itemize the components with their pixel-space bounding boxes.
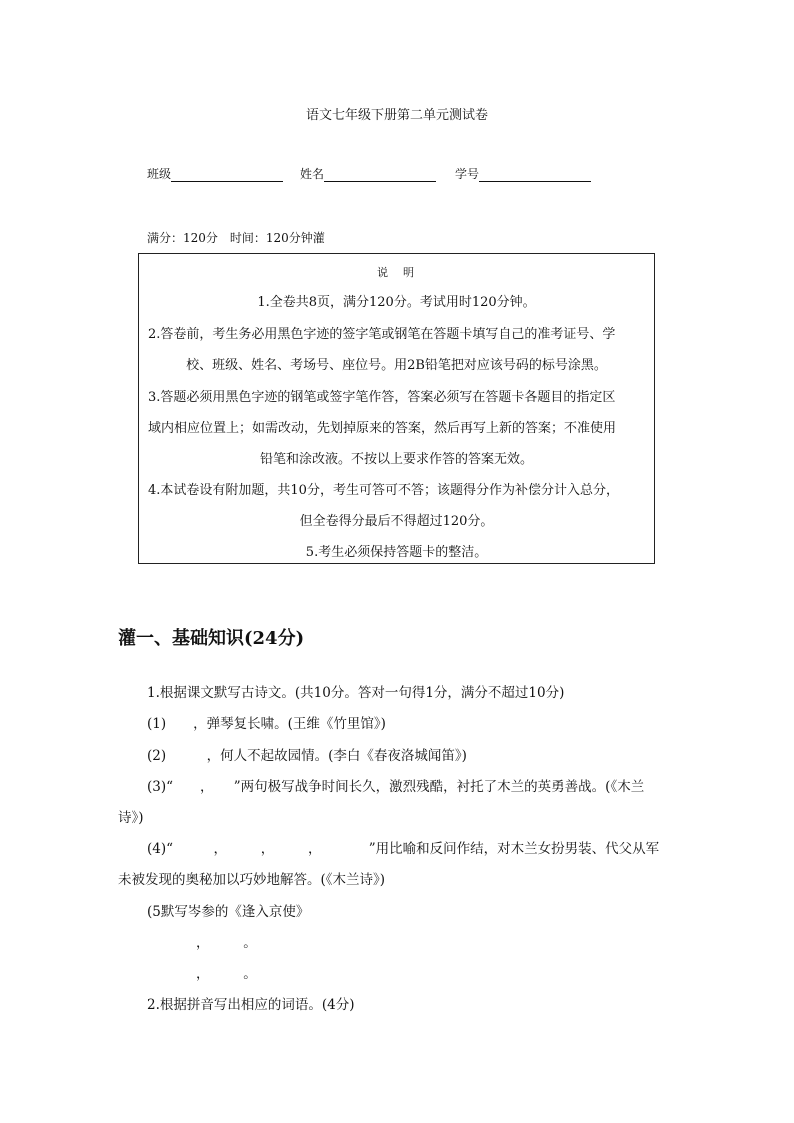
question-1-2: (2) ，何人不起故园情。(李白《春夜洛城闻笛》) [147, 748, 467, 764]
question-1-4: (4)“ ， ， ， ”用比喻和反问作结，对木兰女扮男装、代父从军 [147, 841, 660, 857]
student-info-row [147, 165, 667, 185]
answer-blank-line: ， 。 [196, 966, 257, 982]
number-field[interactable] [455, 165, 591, 182]
question-1-3-cont: 诗》) [118, 810, 144, 826]
class-blank[interactable] [171, 169, 283, 182]
instructions-box [138, 253, 655, 564]
section-heading: 灌一、基础知识(24分) [118, 628, 305, 649]
instruction-line: 但全卷得分最后不得超过120分。 [299, 514, 494, 529]
name-blank[interactable] [324, 169, 436, 182]
instruction-line: 3.答题必须用黑色字迹的钢笔或签字笔作答，答案必须写在答题卡各题目的指定区 [148, 390, 616, 405]
instruction-line: 铅笔和涂改液。不按以上要求作答的答案无效。 [259, 452, 533, 467]
name-field[interactable] [300, 165, 436, 182]
number-label: 学号 [455, 167, 480, 181]
name-label: 姓名 [300, 167, 325, 181]
instructions-heading: 说 明 [377, 266, 416, 279]
question-1: 1.根据课文默写古诗文。(共10分。答对一句得1分，满分不超过10分) [147, 685, 565, 701]
class-field[interactable] [147, 165, 283, 182]
question-1-5: (5默写岑参的《逢入京使》 [147, 904, 310, 920]
question-1-3: (3)“ ， ”两句极写战争时间长久，激烈残酷，衬托了木兰的英勇善战。(《木兰 [147, 779, 645, 795]
question-1-4-cont: 未被发现的奥秘加以巧妙地解答。(《木兰诗》) [118, 872, 386, 888]
instruction-line: 5.考生必须保持答题卡的整洁。 [305, 545, 488, 560]
score-time-line: 满分：120分 时间：120分钟灌 [147, 231, 325, 245]
question-1-1: (1) ，弹琴复长啸。(王维《竹里馆》) [147, 716, 386, 732]
page-title: 语文七年级下册第二单元测试卷 [305, 108, 488, 123]
instruction-line: 4.本试卷设有附加题，共10分，考生可答可不答；该题得分作为补偿分计入总分， [148, 483, 619, 498]
instruction-line: 2.答卷前，考生务必用黑色字迹的签字笔或钢笔在答题卡填写自己的准考证号、学 [148, 327, 616, 342]
answer-blank-line: ， 。 [196, 935, 257, 951]
instruction-line: 校、班级、姓名、考场号、座位号。用2B铅笔把对应该号码的标号涂黑。 [186, 358, 607, 373]
number-blank[interactable] [479, 169, 591, 182]
instruction-line: 域内相应位置上；如需改动，先划掉原来的答案，然后再写上新的答案；不准使用 [148, 421, 617, 436]
instruction-line: 1.全卷共8页，满分120分。考试用时120分钟。 [257, 295, 536, 310]
question-2: 2.根据拼音写出相应的词语。(4分) [147, 997, 355, 1013]
class-label: 班级 [147, 167, 172, 181]
